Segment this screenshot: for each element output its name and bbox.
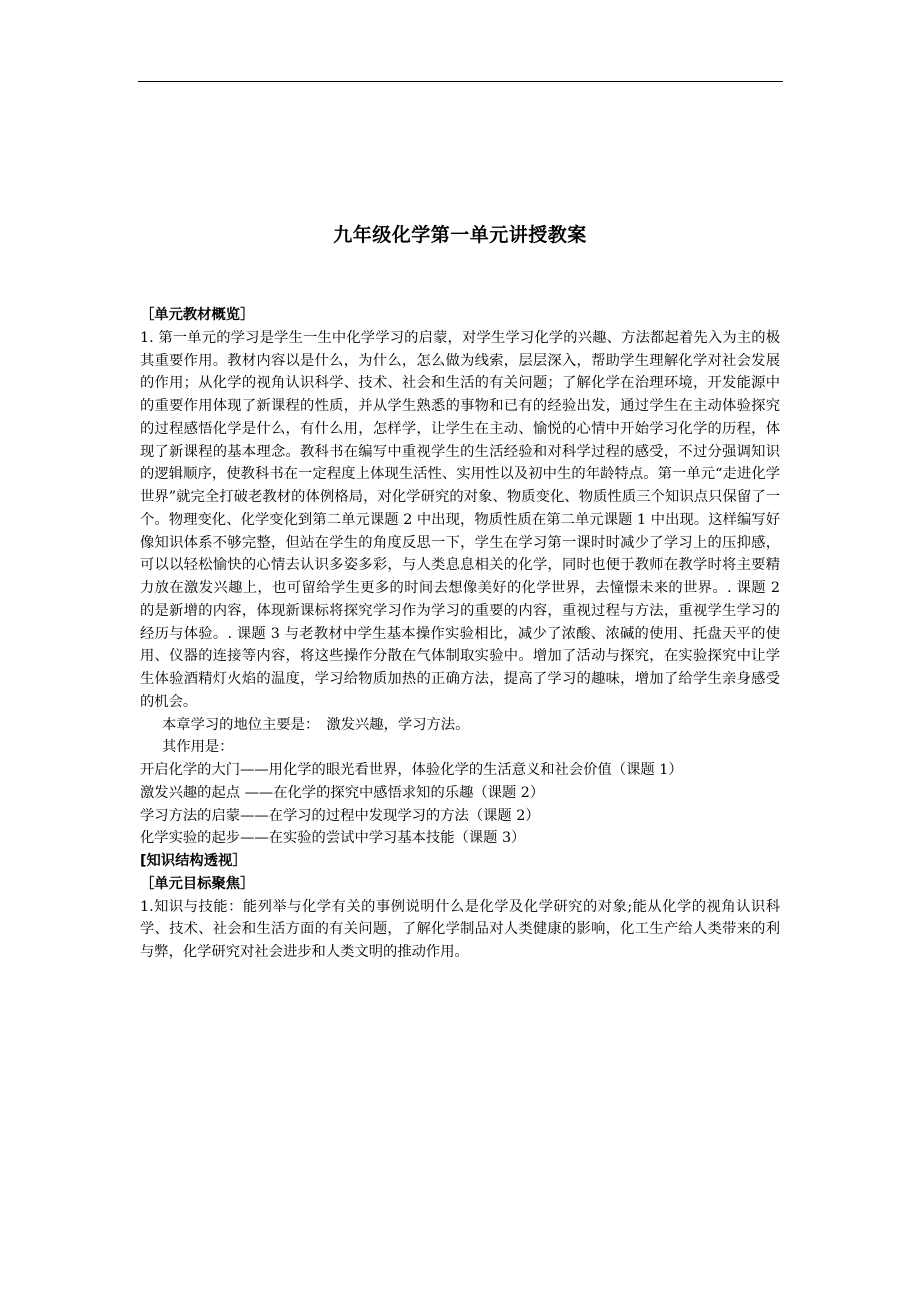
- header-rule: [138, 81, 783, 82]
- goals-heading: ［单元目标聚焦］: [140, 875, 255, 892]
- role-intro: 其作用是：: [162, 739, 234, 756]
- document-title: 九年级化学第一单元讲授教案: [333, 224, 587, 246]
- structure-heading: [知识结构透视］: [140, 853, 247, 869]
- overview-paragraph: 1. 第一单元的学习是学生一生中化学学习的启蒙，对学生学习化学的兴趣、方法都起着先入为主的极其重要作用。教材内容以是什么，为什么，怎么做为线索，层层深入，帮助学生理解化学对社会发展的作用；从化学的视角认识科学、技术、社会和生活的有关问题；了解化学在治理环境，开发能源中的重要作用体现了新课程的性质，并从学生熟悉的事物和已有的经验出发，通过学生在主动体验探究的过程感悟化学是什么，有什么用，怎样学，让学生在主动、愉悦的心情中开始学习化学的历程，体现了新课程的基本理念。教科书在编写中重视学生的生活经验和对科学过程的感受，不过分强调知识的逻辑顺序，使教科书在一定程度上体现生活性、实用性以及初中生的年龄特点。第一单元“走进化学世界”就完全打破老教材的体例格局，对化学研究的对象、物质变化、物质性质三个知识点只保留了一个。物理变化、化学变化到第二单元课题 2 中出现，物质性质在第二单元课题 1 中出现。这样编写好像知识体系不够完整，但站在学生的角度反思一下，学生在学习第一课时时减少了学习上的压抑感，可以以轻松愉快的心情去认识多姿多彩，与人类息息相关的化学，同时也便于教师在教学时将主要精力放在激发兴趣上，也可留给学生更多的时间去想像美好的化学世界，去憧憬未来的世界。. 课题 2 的是新增的内容，体现新课标将探究学习作为学习的重要的内容，重视过程与方法，重视学生学习的经历与体验。. 课题 3 与老教材中学生基本操作实验相比，减少了浓酸、浓碱的使用、托盘天平的使用、仪器的连接等内容，将这些操作分散在气体制取实验中。增加了活动与探究，在实验探究中让学生体验酒精灯火焰的温度，学习给物质加热的正确方法，提高了学习的趣味，增加了给学生亲身感受的机会。: [140, 329, 780, 710]
- role-item: 化学实验的起步——在实验的尝试中学习基本技能（课题 3）: [140, 830, 526, 847]
- document-body: [140, 304, 780, 964]
- role-item: 开启化学的大门——用化学的眼光看世界，体验化学的生活意义和社会价值（课题 1）: [140, 762, 683, 778]
- status-line: 本章学习的地位主要是： 激发兴趣，学习方法。: [162, 716, 470, 733]
- overview-heading: ［单元教材概览］: [140, 307, 255, 323]
- role-item: 激发兴趣的起点 ——在化学的探究中感悟求知的乐趣（课题 2）: [140, 784, 545, 801]
- goals-paragraph: 1.知识与技能：能列举与化学有关的事例说明什么是化学及化学研究的对象;能从化学的视角认识科学、技术、社会和生活方面的有关问题，了解化学制品对人类健康的影响，化工生产给人类带来的利与弊，化学研究对社会进步和人类文明的推动作用。: [140, 898, 780, 960]
- role-item: 学习方法的启蒙——在学习的过程中发现学习的方法（课题 2）: [140, 807, 540, 824]
